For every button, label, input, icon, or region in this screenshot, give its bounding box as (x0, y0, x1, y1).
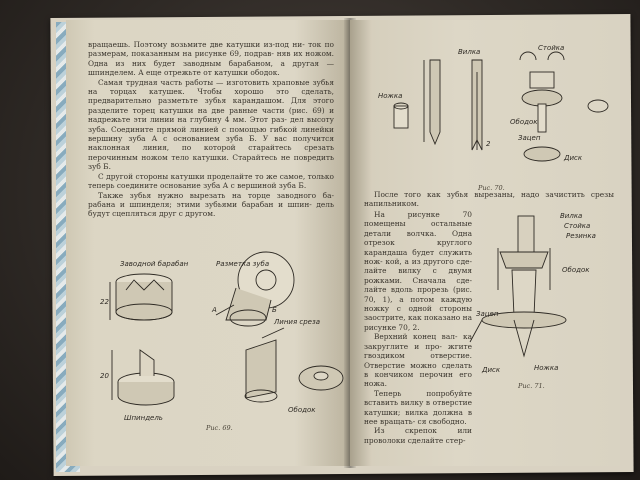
fig69-label-marking: Разметка зуба (216, 260, 270, 268)
paragraph: Самая трудная часть работы — изготовить храповые зубья на торцах катушек. Чтобы хорошо это сделать, предварительно разметьте зубья карандашом. Для этого разделите торец катушки на две равные части (рис. 69) и надрежьте эти линии на глубину 4 мм. Этот раз- дел высоту зуба. Соедините прямой линией с помощью гибкой линейки вершину зуба А с основанием зуба Б. У вас получится наклонная линия, по которой старайтесь срезать перочинным ножом тело катушки. Старайтесь не повредить зуб Б. (88, 77, 334, 172)
paragraph: Теперь попробуйте вставить вилку в отверстие катушки; вилка должна в нее вращать- ся свободно. (364, 388, 472, 426)
fig69-dim-20: 20 (100, 372, 109, 380)
paragraph: Верхний конец вал- ка закруглите и про- жгите гвоздиком отверстие. Отверстие можно сделать в кончиком перочин его ножа. (364, 332, 472, 389)
fig69-label-spindle: Шпиндель (124, 414, 163, 422)
paragraph: После того как зубья вырезаны, надо зачистить срезы напильником. (364, 190, 614, 209)
fig69-label-rim: Ободок (288, 406, 316, 414)
paragraph: Также зубья нужно вырезать на торце заводного ба- рабана и шпинделя; этими зубьями барабан и шпин- дель будут сцепляться друг с другом. (88, 190, 334, 219)
paragraph: На рисунке 70 помещены остальные детали волчка. Одна отрезок круглого карандаша будет служить нож- кой, а из другого сде- лайте вилку с двумя рожками. Сначала сде- лайте вдоль прорезь (рис. 70, 1), а потом каждую ножку с одной стороны заострите, как показано на рисунке 70, 2. (364, 210, 472, 332)
fig69-label-cutline: Линия среза (274, 318, 320, 326)
right-page-text-column (364, 210, 472, 445)
fig70-label-fork: Вилка (458, 48, 481, 56)
fig71-caption: Рис. 71. (518, 382, 545, 390)
fig69-caption: Рис. 69. (206, 424, 233, 432)
right-page-text-top (364, 190, 614, 209)
fig70-label-hook: Зацеп (518, 134, 541, 142)
fig71-label-rubber: Резинка (566, 232, 596, 240)
paragraph: С другой стороны катушки проделайте то же самое, только теперь соедините основание зуба А с вершиной зуба Б. (88, 171, 334, 191)
fig70-label-rim: Ободок (510, 118, 538, 126)
fig69-label-drum: Заводной барабан (120, 260, 189, 268)
fig70-label-2: 2 (486, 140, 491, 148)
fig70-label-disk: Диск (564, 154, 583, 162)
right-page (350, 20, 620, 466)
figure-69 (66, 20, 352, 466)
left-page (66, 20, 352, 466)
fig71-label-hook: Зацеп (476, 310, 499, 318)
fig71-label-leg: Ножка (534, 364, 559, 372)
fig71-label-rim: Ободок (562, 266, 590, 274)
fig71-label-disk: Диск (482, 366, 501, 374)
fig69-label-b: Б (272, 306, 277, 314)
fig70-label-stand: Стойка (538, 44, 565, 52)
paragraph: Из скрепок или проволоки сделайте стер- (364, 426, 472, 445)
paragraph: вращаешь. Поэтому возьмите две катушки из-под ни- ток по размерам, показанным на рисунке 69, подрав- няв их ножом. Одна из них будет заводным барабаном, а другая — шпинделем. А еще отрежьте от катушки ободок. (88, 40, 334, 78)
fig69-label-a: А (212, 306, 217, 314)
fig71-label-fork: Вилка (560, 212, 583, 220)
fig69-dim-22: 22 (100, 298, 109, 306)
fig70-caption: Рис. 70. (478, 184, 505, 192)
fig71-label-stand: Стойка (564, 222, 591, 230)
fig70-label-leg: Ножка (378, 92, 403, 100)
